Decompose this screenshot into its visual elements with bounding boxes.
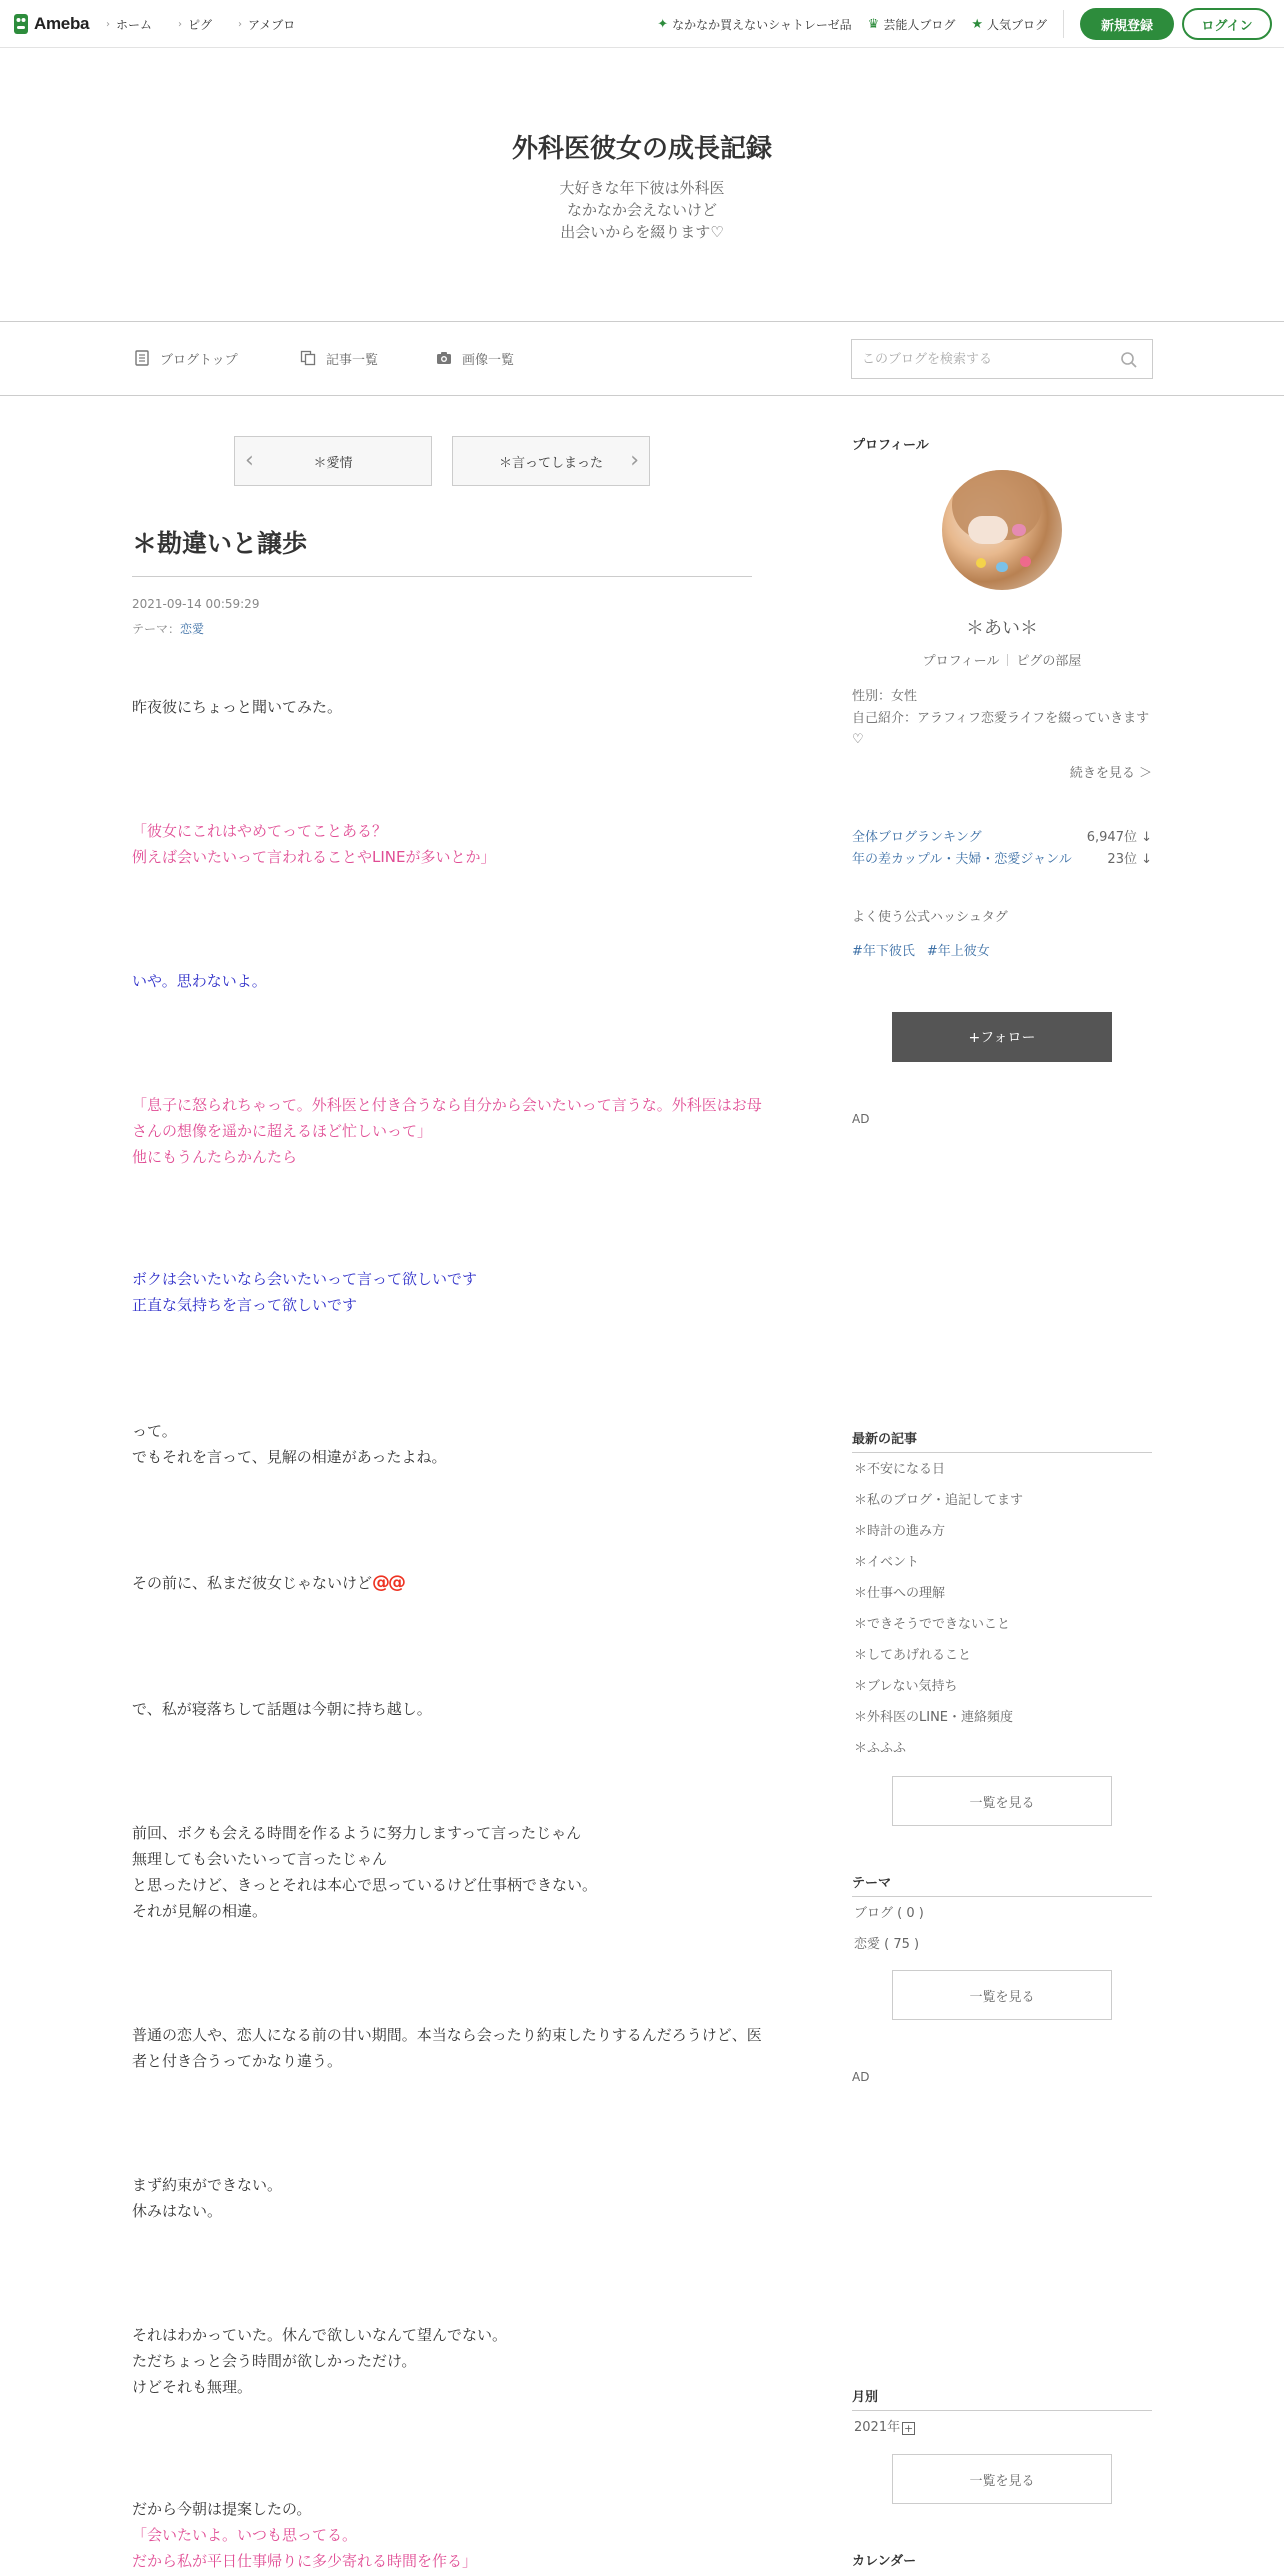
recent-entry-link[interactable]: ＊不安になる日 — [854, 1462, 946, 1477]
blog-header — [0, 48, 1284, 322]
chevron-right-icon: › — [178, 18, 183, 30]
chevron-right-icon: › — [238, 18, 243, 30]
profile-link[interactable]: プロフィール — [922, 654, 1000, 669]
entry-theme — [132, 620, 204, 637]
chevron-right-icon: › — [106, 18, 110, 30]
recent-list-more-button[interactable]: 一覧を見る — [892, 1776, 1112, 1826]
entry-paragraph: 「会いたいよ。いつも思ってる。 だから私が平日仕事帰りに多少寄れる時間を作る」 — [132, 2526, 478, 2568]
theme-link[interactable]: ブログ ( 0 ) — [854, 1906, 924, 1921]
nav-home-label: ホーム — [116, 17, 153, 32]
entry-date: 2021-09-14 00:59:29 — [132, 597, 260, 611]
entry-theme-link[interactable]: 恋愛 — [180, 622, 205, 636]
blog-description-line: 大好きな年下彼は外科医 — [559, 179, 725, 197]
entry-paragraph: いや。思わないよ。 — [132, 972, 267, 990]
monthly-list — [852, 2412, 1152, 2443]
pig-room-link[interactable]: ピグの部屋 — [1016, 654, 1082, 669]
profile-name[interactable]: ＊あい＊ — [966, 618, 1038, 639]
month-year-label: 2021年 — [854, 2420, 901, 2435]
prev-entry-label: ＊愛情 — [313, 455, 353, 471]
ranking-value: 23位 ↓ — [1107, 852, 1152, 867]
entry-paragraph: 前回、ボクも会える時間を作るように努力しますって言ったじゃん 無理しても会いたいって言ったじゃん と思ったけど、きっとそれは本心で思っているけど仕事柄できない。 それが見解の相違。 — [132, 1824, 598, 1920]
avatar-decoration — [996, 562, 1008, 572]
image-list-link[interactable] — [436, 348, 514, 368]
profile-gender: 性別：女性 — [852, 689, 918, 704]
spiral-emoji-icon: @@ — [372, 1572, 405, 1593]
profile-links-divider — [1007, 654, 1008, 666]
ameba-mascot-icon — [12, 12, 30, 36]
recent-entry-link[interactable]: ＊時計の進み方 — [854, 1524, 946, 1539]
popular-blog-label: 人気ブログ — [986, 17, 1047, 32]
promo-link[interactable] — [657, 16, 851, 33]
entry-paragraph: 「彼女にこれはやめてってことある？ 例えば会いたいって言われることやLINEが多いとか」 — [132, 822, 496, 866]
entry-list-link[interactable] — [300, 348, 378, 368]
hashtag-link[interactable]: #年下彼氏 — [852, 944, 915, 959]
popular-blog-link[interactable] — [971, 16, 1047, 33]
global-header — [0, 0, 1284, 48]
blog-top-label: ブログトップ — [160, 352, 238, 368]
prev-entry-button[interactable] — [234, 436, 432, 486]
recent-entry-link[interactable]: ＊ブレない気持ち — [854, 1679, 958, 1694]
ranking-value: 6,947位 ↓ — [1086, 830, 1152, 845]
theme-divider — [852, 1896, 1152, 1897]
nav-pig-label: ピグ — [188, 17, 213, 32]
star-icon: ★ — [971, 16, 983, 32]
recent-entries-divider — [852, 1452, 1152, 1453]
ranking-row — [852, 848, 1152, 867]
chevron-right-icon: › — [630, 448, 639, 473]
logo-text: Ameba — [34, 14, 90, 33]
global-nav — [106, 0, 321, 48]
recent-entry-link[interactable]: ＊できそうでできないこと — [854, 1617, 1011, 1632]
recent-entry-link[interactable]: ＊イベント — [854, 1555, 920, 1570]
monthly-divider — [852, 2410, 1152, 2411]
entry-paragraph: って。 でもそれを言って、見解の相違があったよね。 — [132, 1422, 447, 1466]
signup-button[interactable]: 新規登録 — [1080, 8, 1174, 40]
entry-list-label: 記事一覧 — [326, 352, 379, 368]
month-year-toggle[interactable] — [852, 2412, 1152, 2443]
avatar[interactable] — [942, 470, 1062, 590]
sparkle-icon: ✦ — [657, 16, 669, 32]
entry-theme-label: テーマ： — [132, 622, 181, 636]
theme-heading: テーマ — [852, 1876, 892, 1891]
profile-heading: プロフィール — [852, 438, 929, 453]
nav-pig[interactable] — [178, 16, 212, 33]
nav-ameblo-label: アメブロ — [248, 17, 296, 32]
chevron-left-icon: ‹ — [245, 448, 254, 473]
profile-links — [852, 650, 1152, 669]
profile-more-link[interactable]: 続きを見る ＞ — [1069, 766, 1152, 781]
nav-ameblo[interactable] — [238, 16, 295, 33]
theme-link[interactable]: 恋愛 ( 75 ) — [854, 1937, 920, 1952]
promo-link-label: なかなか買えないシャトレーゼ品 — [672, 17, 852, 32]
blog-description — [0, 177, 1284, 243]
header-right — [641, 0, 1272, 48]
hashtag-link[interactable]: #年上彼女 — [926, 944, 990, 959]
next-entry-label: ＊言ってしまった — [498, 455, 603, 471]
recent-entry-link[interactable]: ＊ふふふ — [854, 1741, 907, 1756]
monthly-heading: 月別 — [852, 2390, 879, 2405]
celeb-blog-label: 芸能人ブログ — [883, 17, 956, 32]
next-entry-button[interactable] — [452, 436, 650, 486]
ranking-row — [852, 826, 1152, 845]
entry-paragraph: だから今朝は提案したの。 — [132, 2500, 312, 2518]
entry-paragraph: で、私が寝落ちして話題は今朝に持ち越し。 — [132, 1700, 432, 1718]
entry-paragraph-text: その前に、私まだ彼女じゃないけど — [132, 1574, 373, 1592]
ad-label: AD — [852, 2070, 870, 2084]
entry-paragraph: 「息子に怒られちゃって。外科医と付き合うなら自分から会いたいって言うな。外科医はお母さんの想像を遥かに超えるほど忙しいって」 他にもうんたらかんたら — [132, 1096, 762, 1166]
entry-paragraph: それはわかっていた。休んで欲しいなんて望んでない。 ただちょっと会う時間が欲しかっただけ。 けどそれも無理。 — [132, 2326, 508, 2396]
search-icon[interactable] — [1120, 351, 1138, 369]
theme-list — [852, 1898, 1152, 1960]
recent-entry-link[interactable]: ＊私のブログ・追記してます — [854, 1493, 1024, 1508]
blog-search-input[interactable] — [852, 340, 1102, 378]
document-icon — [134, 350, 150, 366]
recent-entry-link[interactable]: ＊してあげれること — [854, 1648, 972, 1663]
avatar-face — [968, 516, 1008, 544]
login-button[interactable]: ログイン — [1182, 8, 1272, 40]
avatar-decoration — [1020, 556, 1031, 567]
blog-description-line: なかなか会えないけど — [566, 201, 717, 219]
expand-plus-icon[interactable]: + — [903, 2422, 914, 2435]
blog-nav — [0, 322, 1284, 396]
avatar-flower — [1012, 524, 1026, 536]
blog-top-link[interactable] — [134, 348, 238, 368]
hashtag-list — [852, 940, 1002, 959]
blog-description-line: 出会いからを綴ります♡ — [560, 223, 724, 241]
image-list-label: 画像一覧 — [462, 352, 515, 368]
calendar-heading: カレンダー — [852, 2554, 917, 2568]
entry-paragraph-with-emoji — [132, 1570, 762, 1596]
blog-title[interactable]: 外科医彼女の成長記録 — [511, 134, 772, 164]
entry-paragraph: まず約束ができない。 休みはない。 — [132, 2176, 283, 2220]
celeb-blog-link[interactable] — [868, 16, 956, 33]
recent-entry-link[interactable]: ＊外科医のLINE・連絡頻度 — [854, 1710, 1014, 1725]
entry-title-divider — [132, 576, 752, 577]
hashtag-heading: よく使う公式ハッシュタグ — [852, 910, 1008, 925]
blog-search — [851, 339, 1153, 379]
recent-entry-link[interactable]: ＊仕事への理解 — [854, 1586, 946, 1601]
entry-paragraph: 昨夜彼にちょっと聞いてみた。 — [132, 698, 343, 716]
ranking-link[interactable]: 全体ブログランキング — [852, 830, 982, 845]
profile-intro: 自己紹介：アラフィフ恋愛ライフを綴っていきます♡ — [852, 711, 1150, 747]
recent-entries-list — [852, 1454, 1152, 1764]
entry-paragraph: ボクは会いたいなら会いたいって言って欲しいです 正直な気持ちを言って欲しいです — [132, 1270, 478, 1314]
ad-label: AD — [852, 1112, 870, 1126]
ameba-logo[interactable] — [12, 12, 89, 36]
recent-entries-heading: 最新の記事 — [852, 1432, 918, 1447]
monthly-list-more-button[interactable]: 一覧を見る — [892, 2454, 1112, 2504]
entry-paragraph: 普通の恋人や、恋人になる前の甘い期間。本当なら会ったり約束したりするんだろうけど、医者と付き合うってかなり違う。 — [132, 2026, 762, 2070]
theme-list-more-button[interactable]: 一覧を見る — [892, 1970, 1112, 2020]
entry-title[interactable]: ＊勘違いと譲歩 — [132, 529, 308, 558]
copy-icon — [300, 350, 316, 366]
camera-icon — [436, 350, 452, 366]
ranking-link[interactable]: 年の差カップル・夫婦・恋愛ジャンル — [852, 852, 1072, 867]
nav-home[interactable] — [106, 16, 152, 33]
header-divider — [1063, 10, 1064, 38]
crown-icon: ♛ — [867, 16, 880, 32]
avatar-decoration — [976, 558, 986, 568]
follow-button[interactable]: +フォロー — [892, 1012, 1112, 1062]
